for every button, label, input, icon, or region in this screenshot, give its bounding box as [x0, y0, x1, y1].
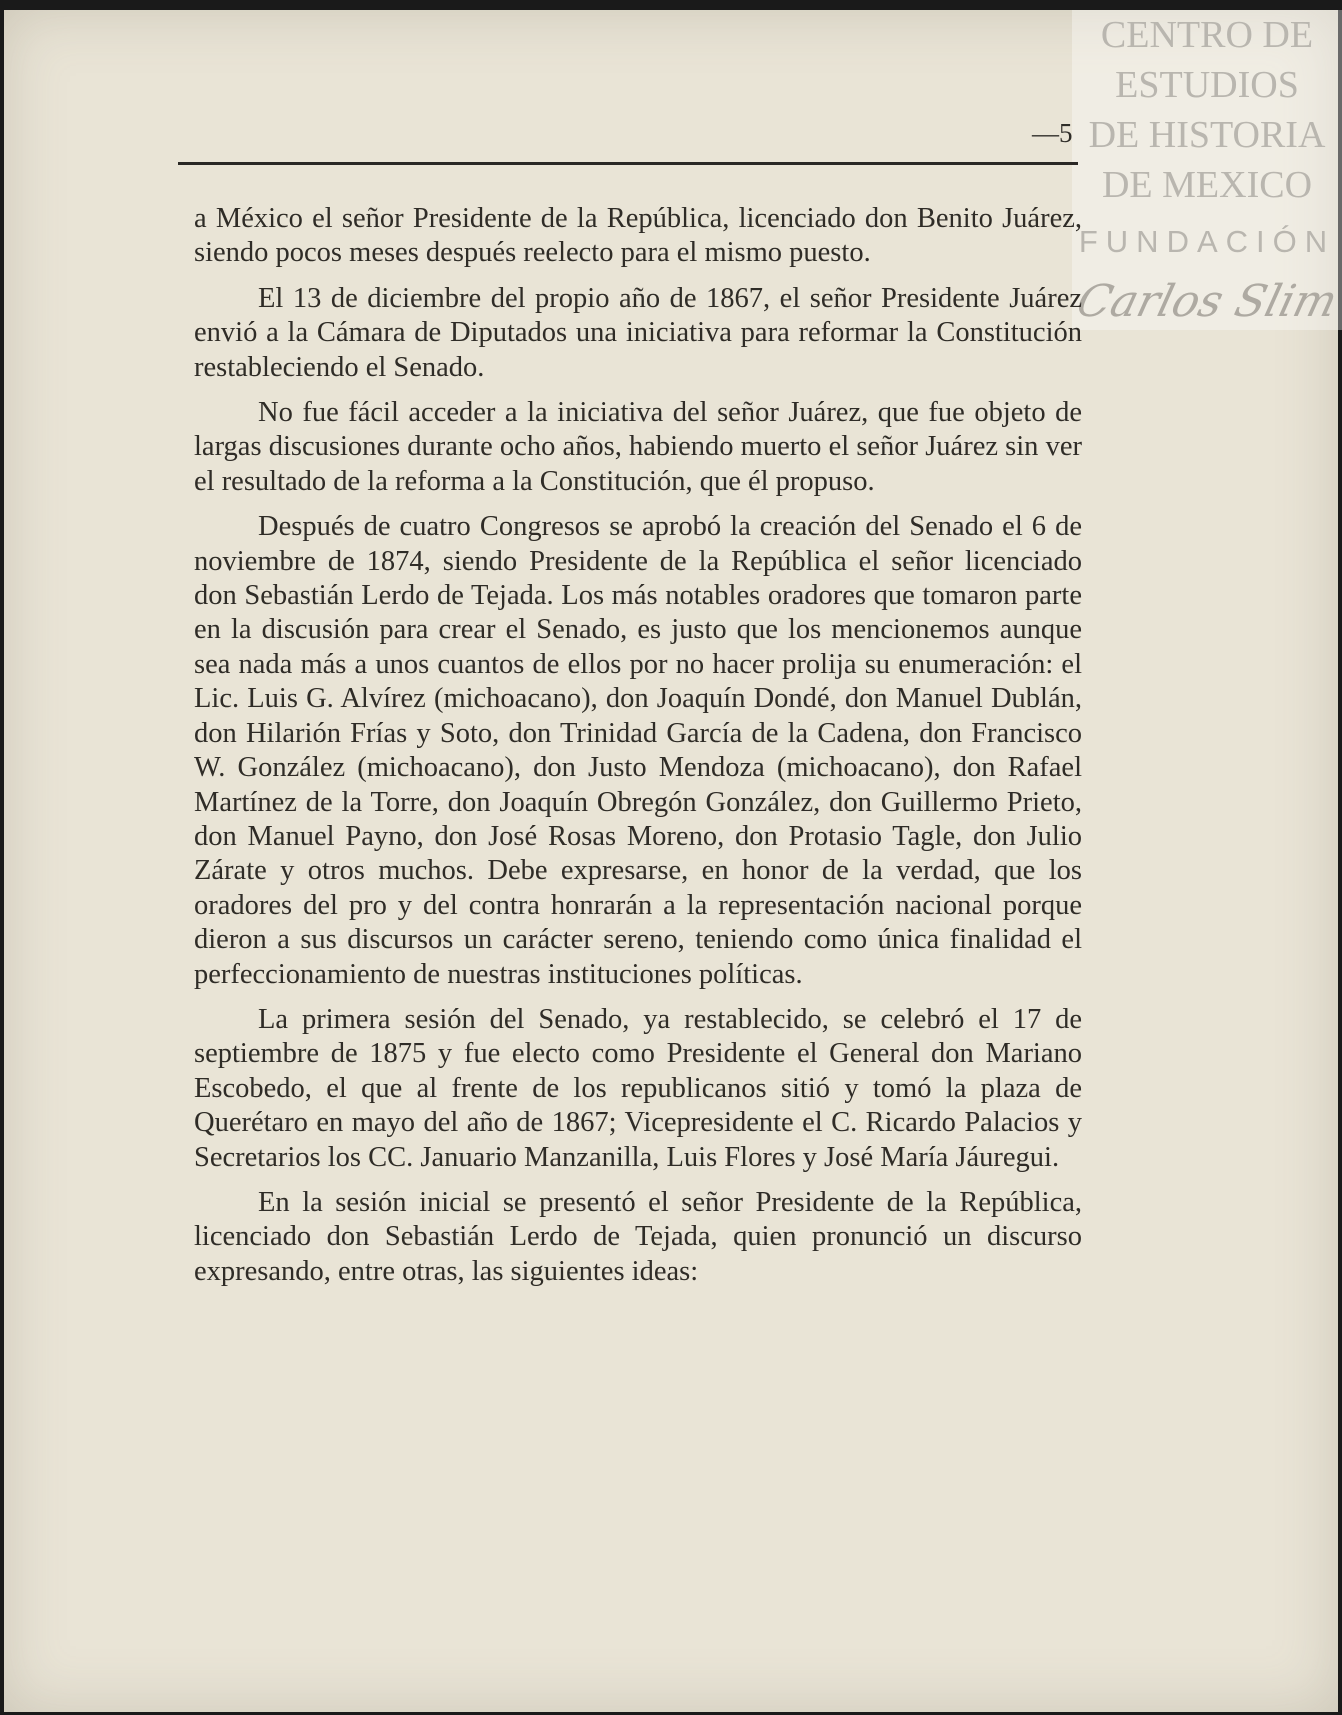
watermark-line: DE HISTORIA: [1088, 114, 1326, 156]
paragraph: a México el señor Presidente de la República, licenciado don Benito Juárez, siendo pocos meses después reelecto para el mismo puesto.: [194, 203, 1082, 269]
paragraph: Después de cuatro Congresos se aprobó la creación del Senado el 6 de noviembre de 1874, siendo Presidente de la República el señor licenciado don Sebastián Lerdo de Tejada. Los más notables oradores que tomaron parte en la discusión para crear el Senado, es justo que los mencionemos aunque sea nada más a unos cuantos de ellos por no hacer prolija su enumeración: el Lic. Luis G. Alvírez (michoacano), don Joaquín Dondé, don Manuel Dublán, don Hilarión Frías y Soto, don Trinidad García de la Cadena, don Francisco W. González (michoacano), don Justo Mendoza (michoacano), don Rafael Martínez de la Torre, don Joaquín Obregón González, don Guillermo Prieto, don Manuel Payno, don José Rosas Moreno, don Protasio Tagle, don Julio Zárate y otros muchos. Debe expresarse, en honor de la verdad, que los oradores del pro y del contra honrarán a la representación nacional porque dieron a sus discursos un carácter sereno, teniendo como única finalidad el perfeccionamiento de nuestras instituciones políticas.: [194, 511, 1082, 990]
body-text: [194, 202, 1082, 1300]
paragraph: La primera sesión del Senado, ya restablecido, se celebró el 17 de septiembre de 1875 y fue electo como Presidente el General don Mariano Escobedo, el que al frente de los republicanos sitió y tomó la plaza de Querétaro en mayo del año de 1867; Vicepresidente el C. Ricardo Palacios y Secretarios los CC. Januario Manzanilla, Luis Flores y José María Jáuregui.: [194, 1003, 1082, 1173]
paragraph: El 13 de diciembre del propio año de 1867, el señor Presidente Juárez envió a la Cámara de Diputados una iniciativa para reformar la Constitución restableciendo el Senado.: [194, 282, 1082, 383]
watermark-line: DE MEXICO: [1101, 164, 1313, 206]
watermark-foundation: FUNDACIÓN: [1078, 224, 1336, 259]
paragraph: En la sesión inicial se presentó el señor Presidente de la República, licenciado don Sebastián Lerdo de Tejada, quien pronunció un discurso expresando, entre otras, las siguientes ideas:: [194, 1186, 1082, 1287]
watermark-line: CENTRO DE: [1100, 14, 1314, 56]
watermark-line: ESTUDIOS: [1115, 64, 1299, 106]
scan-border: [0, 0, 1342, 10]
watermark-signature: Carlos Slim: [1071, 276, 1342, 327]
page-number: —5: [1032, 118, 1073, 148]
watermark: [1072, 10, 1342, 330]
header-rule: [178, 162, 1078, 165]
paragraph: No fue fácil acceder a la iniciativa del señor Juárez, que fue objeto de largas discusiones durante ocho años, habiendo muerto el señor Juárez sin ver el resultado de la reforma a la Constitución, que él propuso.: [194, 397, 1082, 497]
